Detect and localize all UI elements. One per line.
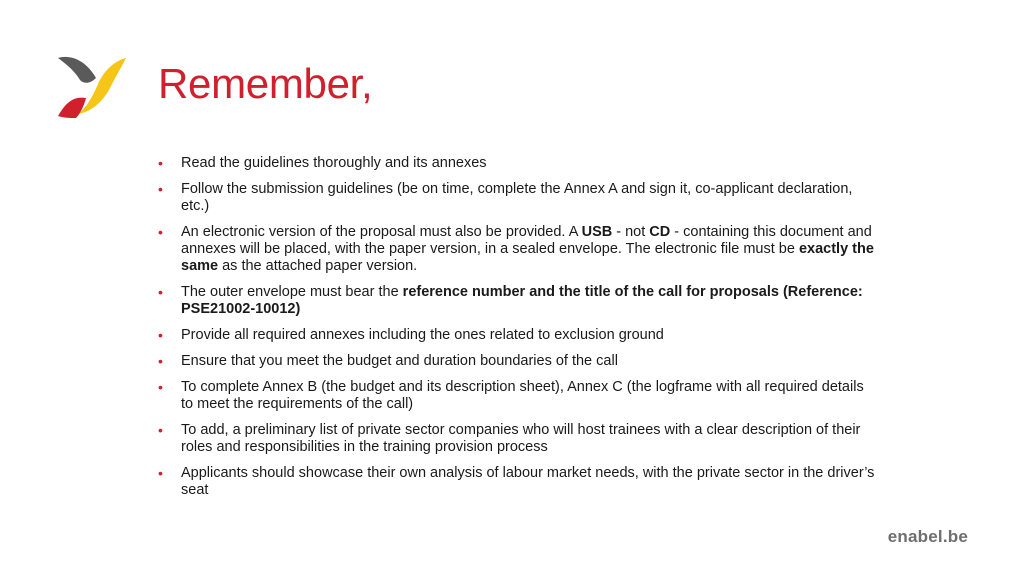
enabel-logo-icon bbox=[56, 54, 128, 120]
bullet-item bbox=[158, 353, 878, 370]
slide-title: Remember, bbox=[158, 60, 373, 107]
bullet-marker: • bbox=[158, 181, 163, 197]
bullet-text: To add, a preliminary list of private sector companies who will host trainees with a clear description of their roles and responsibilities in the training provision process bbox=[181, 422, 861, 455]
bullet-item bbox=[158, 181, 878, 215]
bullet-text: as the attached paper version. bbox=[218, 258, 418, 274]
logo-red-wing bbox=[58, 98, 86, 118]
bullet-item bbox=[158, 224, 878, 275]
bullet-item bbox=[158, 465, 878, 499]
bullet-item bbox=[158, 422, 878, 456]
bullet-marker: • bbox=[158, 327, 163, 343]
footer-url: enabel.be bbox=[887, 527, 968, 546]
bullet-text-bold: USB bbox=[581, 224, 613, 240]
bullet-marker: • bbox=[158, 284, 163, 300]
bullet-text: Read the guidelines thoroughly and its annexes bbox=[181, 155, 487, 171]
bullet-marker: • bbox=[158, 379, 163, 395]
bullet-text: Applicants should showcase their own analysis of labour market needs, with the private sector in the driver’s seat bbox=[181, 465, 875, 498]
bullet-text: Follow the submission guidelines (be on time, complete the Annex A and sign it, co-applicant declaration, etc.) bbox=[181, 181, 853, 214]
logo-gray-wing bbox=[58, 57, 96, 83]
bullet-text: - containing this document and annexes will be placed, with the paper version, in a sealed envelope. The electronic file must be bbox=[181, 224, 872, 257]
bullet-text-bold: exactly the same bbox=[181, 241, 874, 274]
bullet-text: To complete Annex B (the budget and its description sheet), Annex C (the logframe with all required details to meet the requirements of the call) bbox=[181, 379, 864, 412]
bullet-text: The outer envelope must bear the bbox=[181, 284, 403, 300]
bullet-list bbox=[158, 155, 878, 508]
bullet-marker: • bbox=[158, 465, 163, 481]
bullet-text: An electronic version of the proposal must also be provided. A bbox=[181, 224, 582, 240]
bullet-marker: • bbox=[158, 155, 163, 171]
bullet-item bbox=[158, 155, 878, 172]
bullet-marker: • bbox=[158, 422, 163, 438]
bullet-item bbox=[158, 284, 878, 318]
bullet-text: - not bbox=[612, 224, 650, 240]
bullet-text: Provide all required annexes including the ones related to exclusion ground bbox=[181, 327, 664, 343]
bullet-text: Ensure that you meet the budget and duration boundaries of the call bbox=[181, 353, 618, 369]
bullet-item bbox=[158, 379, 878, 413]
bullet-text-bold: CD bbox=[649, 224, 671, 240]
bullet-item bbox=[158, 327, 878, 344]
bullet-text-bold: reference number and the title of the call for proposals (Reference: PSE21002-10012) bbox=[181, 284, 863, 317]
bullet-marker: • bbox=[158, 224, 163, 240]
bullet-marker: • bbox=[158, 353, 163, 369]
